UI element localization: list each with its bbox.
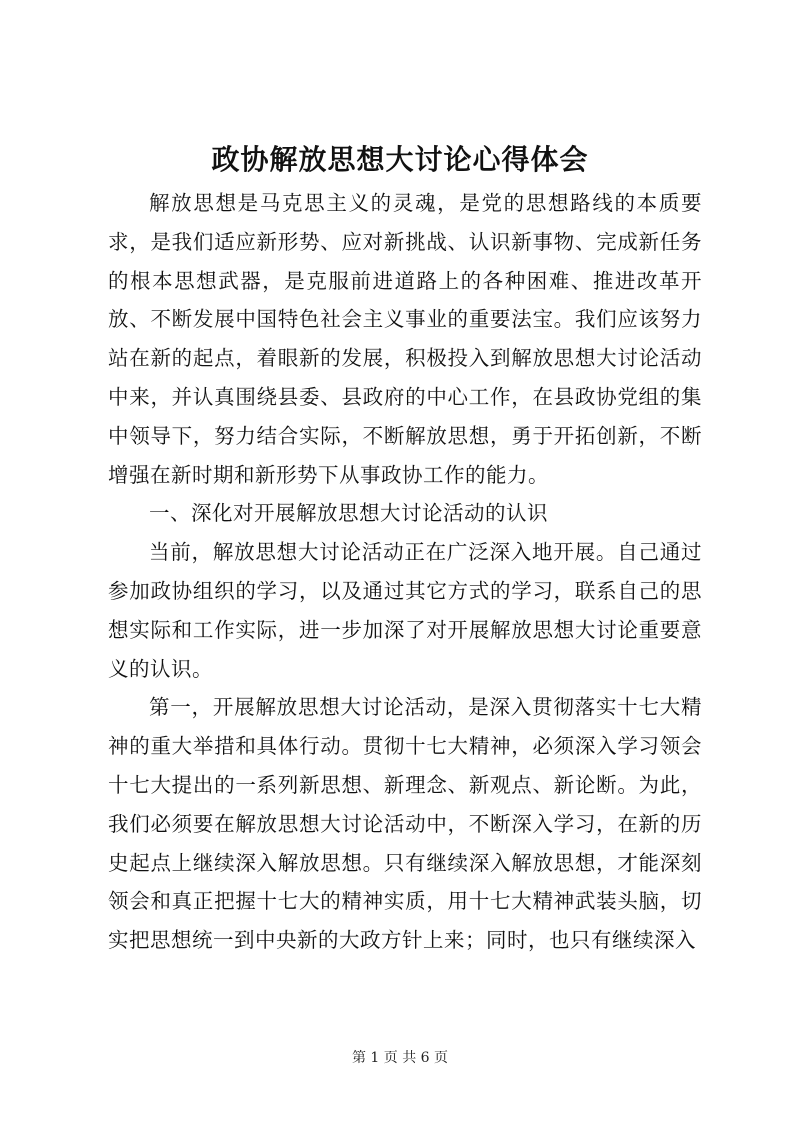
body-paragraph: 第一，开展解放思想大讨论活动，是深入贯彻落实十七大精神的重大举措和具体行动。贯彻十七大精神，必须深入学习领会十七大提出的一系列新思想、新理念、新观点、新论断。为此，我们必须要在解放思想大讨论活动中，不断深入学习，在新的历史起点上继续深入解放思想。只有继续深入解放思想，才能深刻领会和真正把握十七大的精神实质，用十七大精神武装头脑，切实把思想统一到中央新的大政方针上来；同时，也只有继续深入 xyxy=(108,695,702,953)
intro-paragraph: 解放思想是马克思主义的灵魂，是党的思想路线的本质要求，是我们适应新形势、应对新挑战、认识新事物、完成新任务的根本思想武器，是克服前进道路上的各种困难、推进改革开放、不断发展中国特色社会主义事业的重要法宝。我们应该努力站在新的起点，着眼新的发展，积极投入到解放思想大讨论活动中来，并认真围绕县委、县政府的中心工作，在县政协党组的集中领导下，努力结合实际，不断解放思想，勇于开拓创新，不断增强在新时期和新形势下从事政协工作的能力。 xyxy=(108,191,702,487)
page-footer: 第 1 页 共 6 页 xyxy=(351,1050,449,1066)
document-title: 政协解放思想大讨论心得体会 xyxy=(211,143,589,176)
document-body xyxy=(108,184,702,960)
section-heading: 一、深化对开展解放思想大讨论活动的认识 xyxy=(149,501,548,526)
body-paragraph: 当前，解放思想大讨论活动正在广泛深入地开展。自己通过参加政协组织的学习，以及通过其它方式的学习，联系自己的思想实际和工作实际，进一步加深了对开展解放思想大讨论重要意义的认识。 xyxy=(108,540,702,681)
